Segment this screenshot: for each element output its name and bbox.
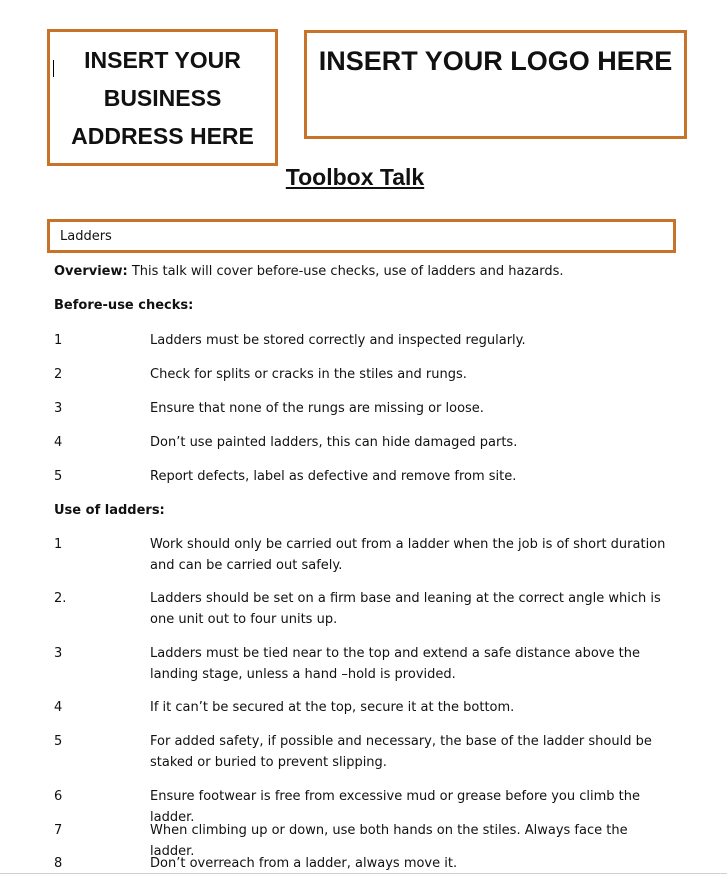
list-item: When climbing up or down, use both hands on the stiles. Always face the ladder. [150,823,628,859]
overview-label: Overview: [54,264,128,279]
use-of-ladders-heading: Use of ladders: [54,503,165,518]
topic-label: Ladders [60,229,112,244]
list-item-number: 2. [54,591,67,606]
list-item: Report defects, label as defective and remove from site. [150,469,517,484]
list-item: If it can’t be secured at the top, secure it at the bottom. [150,700,515,715]
list-item: Don’t overreach from a ladder, always move it. [150,856,458,871]
list-item: Ensure that none of the rungs are missing or loose. [150,401,484,416]
list-item: Don’t use painted ladders, this can hide damaged parts. [150,435,518,450]
list-item-number: 4 [54,700,63,715]
list-item-number: 6 [54,789,63,804]
list-item-number: 3 [54,401,63,416]
list-item-number: 8 [54,856,63,871]
list-item-number: 2 [54,367,63,382]
list-item-number: 5 [54,734,63,749]
list-item-number: 1 [54,333,63,348]
list-item-number: 3 [54,646,63,661]
list-item: Check for splits or cracks in the stiles and rungs. [150,367,467,382]
logo-placeholder: INSERT YOUR LOGO HERE [318,46,673,76]
overview-paragraph [54,264,564,279]
text-cursor [53,60,54,77]
topic-box [47,219,676,253]
list-item: Work should only be carried out from a ladder when the job is of short duration and can be carried out safely. [150,537,666,573]
address-line-1: INSERT YOUR [84,46,241,73]
page-edge-divider [0,873,727,874]
list-item-number: 5 [54,469,63,484]
overview-text: This talk will cover before-use checks, use of ladders and hazards. [127,264,564,279]
address-line-3: ADDRESS HERE [71,122,254,149]
logo-box [304,30,687,139]
list-item: Ladders must be tied near to the top and extend a safe distance above the landing stage, unless a hand –hold is provided. [150,646,640,682]
before-use-heading: Before-use checks: [54,298,194,313]
list-item-number: 7 [54,823,63,838]
address-line-2: BUSINESS [103,84,222,111]
business-address-placeholder [50,41,275,155]
page-title: Toolbox Talk [285,164,425,190]
list-item-number: 1 [54,537,63,552]
business-address-box [47,29,278,166]
list-item: For added safety, if possible and necessary, the base of the ladder should be staked or buried to prevent slipping. [150,734,652,770]
list-item: Ladders should be set on a firm base and leaning at the correct angle which is one unit out to four units up. [150,591,661,627]
list-item: Ensure footwear is free from excessive mud or grease before you climb the ladder. [150,789,640,825]
list-item-number: 4 [54,435,63,450]
list-item: Ladders must be stored correctly and inspected regularly. [150,333,526,348]
